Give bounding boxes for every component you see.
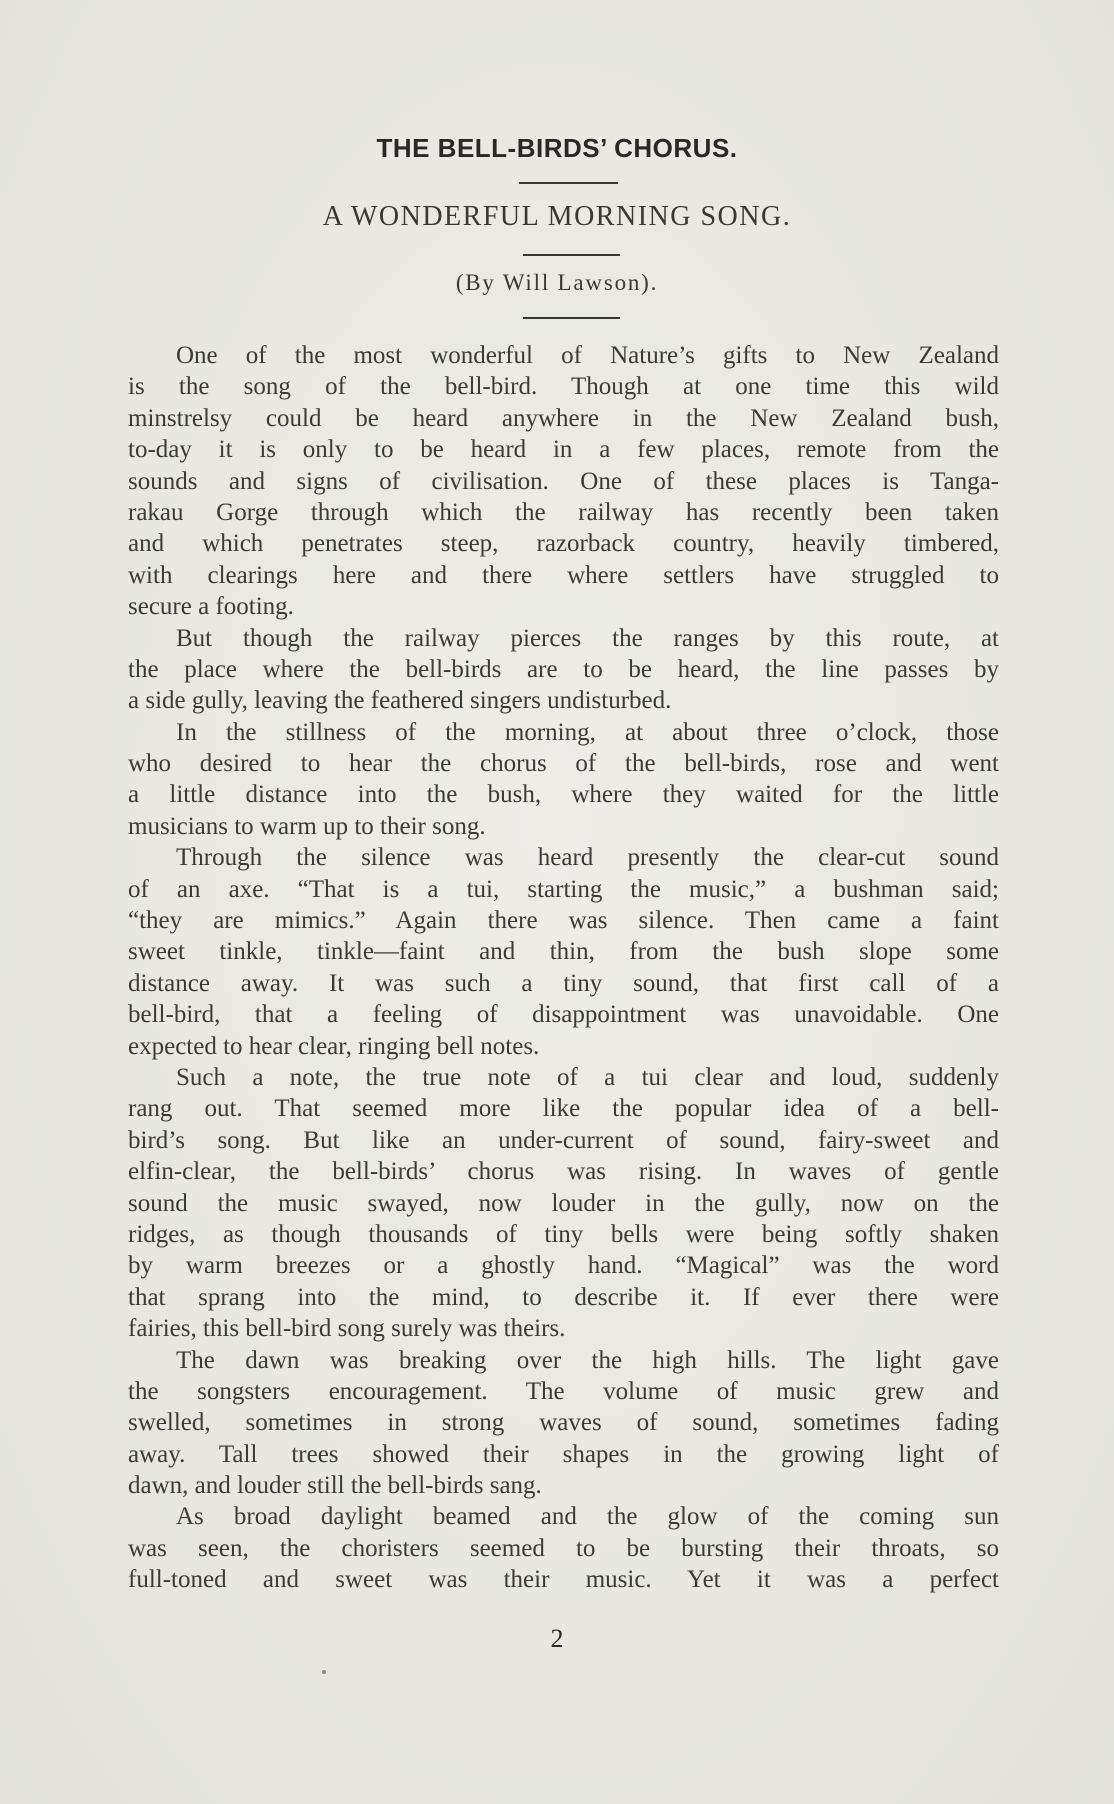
body-line: away. Tall trees showed their shapes in the growing light of <box>128 1440 999 1468</box>
body-line: is the song of the bell-bird. Though at one time this wild <box>128 373 999 401</box>
body-line: fairies, this bell-bird song surely was theirs. <box>128 1315 566 1343</box>
article-subtitle: A WONDERFUL MORNING SONG. <box>322 201 792 232</box>
body-line: Such a note, the true note of a tui clear and loud, suddenly <box>176 1063 999 1091</box>
body-line: bird’s song. But like an under-current of sound, fairy-sweet and <box>128 1126 999 1154</box>
body-line: to-day it is only to be heard in a few places, remote from the <box>128 436 999 464</box>
article-title: THE BELL-BIRDS’ CHORUS. <box>376 133 738 163</box>
body-line: with clearings here and there where settlers have struggled to <box>128 561 999 589</box>
body-line: full-toned and sweet was their music. Yet it was a perfect <box>128 1566 999 1594</box>
body-line: by warm breezes or a ghostly hand. “Magical” was the word <box>128 1252 999 1280</box>
body-line: the songsters encouragement. The volume of music grew and <box>128 1377 999 1405</box>
body-line: But though the railway pierces the ranges by this route, at <box>176 624 999 652</box>
body-line: sweet tinkle, tinkle—faint and thin, from the bush slope some <box>128 938 999 966</box>
body-line: ridges, as though thousands of tiny bells were being softly shaken <box>128 1220 999 1248</box>
body-line: bell-bird, that a feeling of disappointment was unavoidable. One <box>128 1001 999 1029</box>
body-line: Through the silence was heard presently the clear-cut sound <box>176 844 999 872</box>
body-line: musicians to warm up to their song. <box>128 812 486 840</box>
body-line: and which penetrates steep, razorback country, heavily timbered, <box>128 530 999 558</box>
article-body <box>128 340 999 1596</box>
body-line: dawn, and louder still the bell-birds sang. <box>128 1472 542 1500</box>
body-line: distance away. It was such a tiny sound, that first call of a <box>128 969 999 997</box>
body-line: secure a footing. <box>128 593 294 621</box>
subtitle-divider <box>523 254 620 256</box>
body-line: “they are mimics.” Again there was silence. Then came a faint <box>128 907 999 935</box>
body-line: rakau Gorge through which the railway has recently been taken <box>128 498 999 526</box>
body-line: of an axe. “That is a tui, starting the music,” a bushman said; <box>128 875 999 903</box>
body-line: sound the music swayed, now louder in the gully, now on the <box>128 1189 999 1217</box>
body-line: that sprang into the mind, to describe it. If ever there were <box>128 1283 999 1311</box>
body-line: minstrelsy could be heard anywhere in the New Zealand bush, <box>128 404 999 432</box>
body-line: a little distance into the bush, where they waited for the little <box>128 781 999 809</box>
body-line: expected to hear clear, ringing bell notes. <box>128 1032 540 1060</box>
page-number: 2 <box>550 1624 564 1653</box>
body-line: elfin-clear, the bell-birds’ chorus was rising. In waves of gentle <box>128 1158 999 1186</box>
body-line: The dawn was breaking over the high hills. The light gave <box>176 1346 999 1374</box>
body-line: sounds and signs of civilisation. One of these places is Tanga- <box>128 467 999 495</box>
body-line: was seen, the choristers seemed to be bursting their throats, so <box>128 1534 999 1562</box>
body-line: a side gully, leaving the feathered singers undisturbed. <box>128 687 672 715</box>
body-line: In the stillness of the morning, at about three o’clock, those <box>176 718 999 746</box>
byline-divider <box>523 317 620 319</box>
article-byline: (By Will Lawson). <box>455 270 659 295</box>
body-line: rang out. That seemed more like the popular idea of a bell- <box>128 1095 999 1123</box>
title-divider <box>519 182 618 184</box>
body-line: the place where the bell-birds are to be heard, the line passes by <box>128 655 999 683</box>
body-line: One of the most wonderful of Nature’s gifts to New Zealand <box>176 342 999 369</box>
body-line: As broad daylight beamed and the glow of the coming sun <box>176 1503 999 1531</box>
body-line: swelled, sometimes in strong waves of sound, sometimes fading <box>128 1409 999 1437</box>
paper-speck <box>322 1670 326 1674</box>
body-line: who desired to hear the chorus of the bell-birds, rose and went <box>128 750 999 778</box>
